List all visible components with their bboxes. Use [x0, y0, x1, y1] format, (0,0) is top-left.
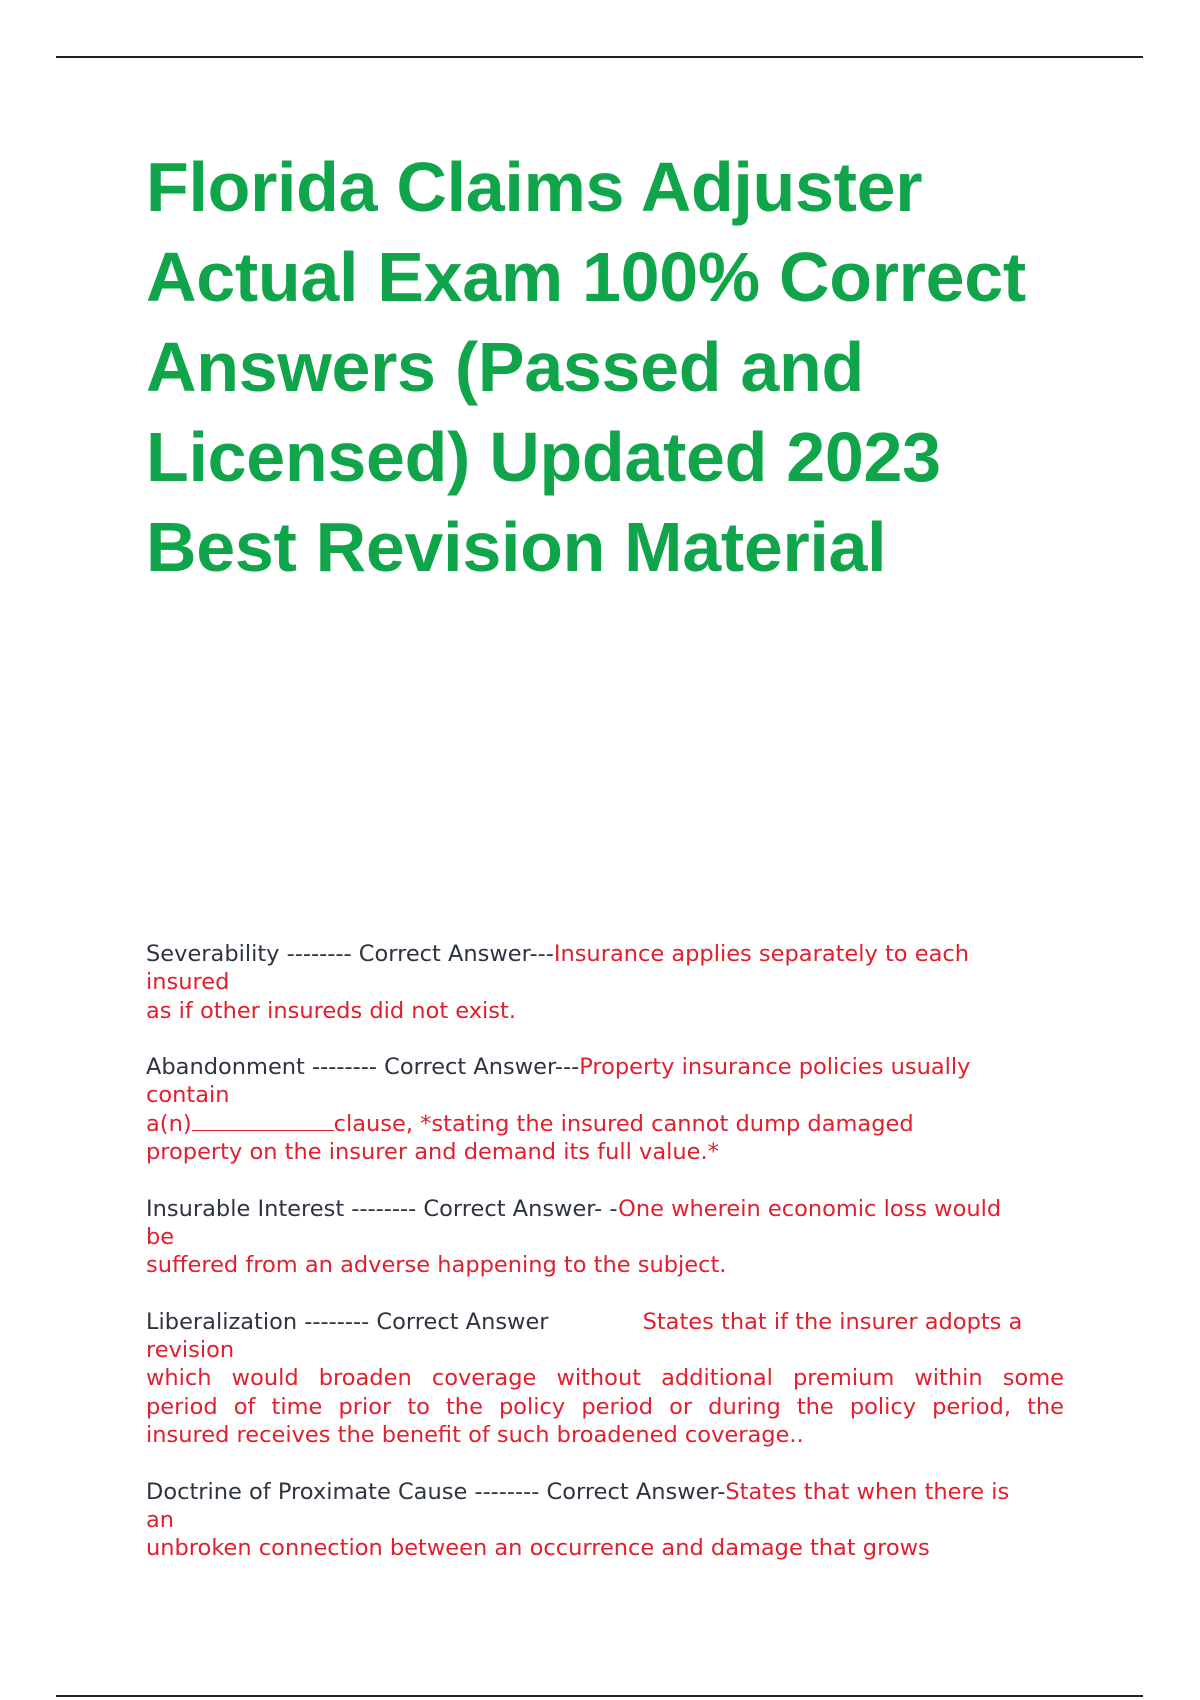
qa-answer-line [146, 1110, 1106, 1138]
qa-answer-line: be [146, 1223, 175, 1250]
qa-term: Insurable Interest -------- Correct Answer- - [146, 1195, 619, 1222]
bottom-rule [56, 1695, 1143, 1697]
title-line: Answers (Passed and [146, 328, 864, 406]
qa-answer-line: insured [146, 969, 230, 996]
qa-item-severability [146, 940, 1106, 1025]
qa-answer-line: property on the insurer and demand its full value.* [146, 1139, 719, 1166]
title-line: Actual Exam 100% Correct [146, 238, 1026, 316]
qa-term: Abandonment -------- Correct Answer--- [146, 1054, 580, 1081]
qa-term: Liberalization -------- Correct Answer [146, 1308, 549, 1335]
qa-item-liberalization [146, 1308, 1106, 1449]
qa-answer-line: insured receives the benefit of such broadened coverage.. [146, 1422, 804, 1449]
qa-answer-line: revision [146, 1337, 235, 1364]
qa-answer-line: suffered from an adverse happening to the subject. [146, 1252, 727, 1279]
qa-list [146, 940, 1106, 1591]
qa-item-proximate-cause [146, 1478, 1106, 1563]
qa-item-insurable-interest [146, 1195, 1106, 1280]
qa-item-abandonment [146, 1053, 1106, 1166]
fill-in-blank [192, 1110, 334, 1131]
title-line: Licensed) Updated 2023 [146, 418, 941, 496]
qa-answer-line: as if other insureds did not exist. [146, 997, 517, 1024]
qa-line [146, 940, 1106, 968]
qa-line [146, 1478, 1106, 1506]
qa-answer: Insurance applies separately to each [553, 941, 969, 967]
qa-answer: States that when there is [725, 1478, 1010, 1505]
title-line: Florida Claims Adjuster [146, 148, 923, 226]
qa-answer-fragment: clause, *stating the insured cannot dump damaged [333, 1110, 914, 1137]
qa-line [146, 1308, 1106, 1336]
qa-answer-line: period of time prior to the policy period or during the policy period, the [146, 1393, 1064, 1420]
qa-line [146, 1053, 1106, 1081]
qa-answer: States that if the insurer adopts a [642, 1308, 1023, 1335]
title-line: Best Revision Material [146, 508, 887, 586]
qa-term: Doctrine of Proximate Cause -------- Correct Answer- [146, 1478, 726, 1505]
top-rule [56, 56, 1143, 58]
qa-answer: Property insurance policies usually [579, 1054, 971, 1081]
qa-answer-line: unbroken connection between an occurrence and damage that grows [146, 1535, 930, 1562]
qa-answer-line: which would broaden coverage without additional premium within some [146, 1365, 1064, 1392]
qa-answer: One wherein economic loss would [618, 1195, 1002, 1222]
document-title [146, 142, 1106, 592]
qa-answer-line: contain [146, 1082, 230, 1109]
qa-answer-line: an [146, 1506, 175, 1533]
qa-answer-fragment: a(n) [146, 1110, 192, 1137]
qa-term: Severability -------- Correct Answer--- [146, 941, 554, 967]
qa-line [146, 1195, 1106, 1223]
